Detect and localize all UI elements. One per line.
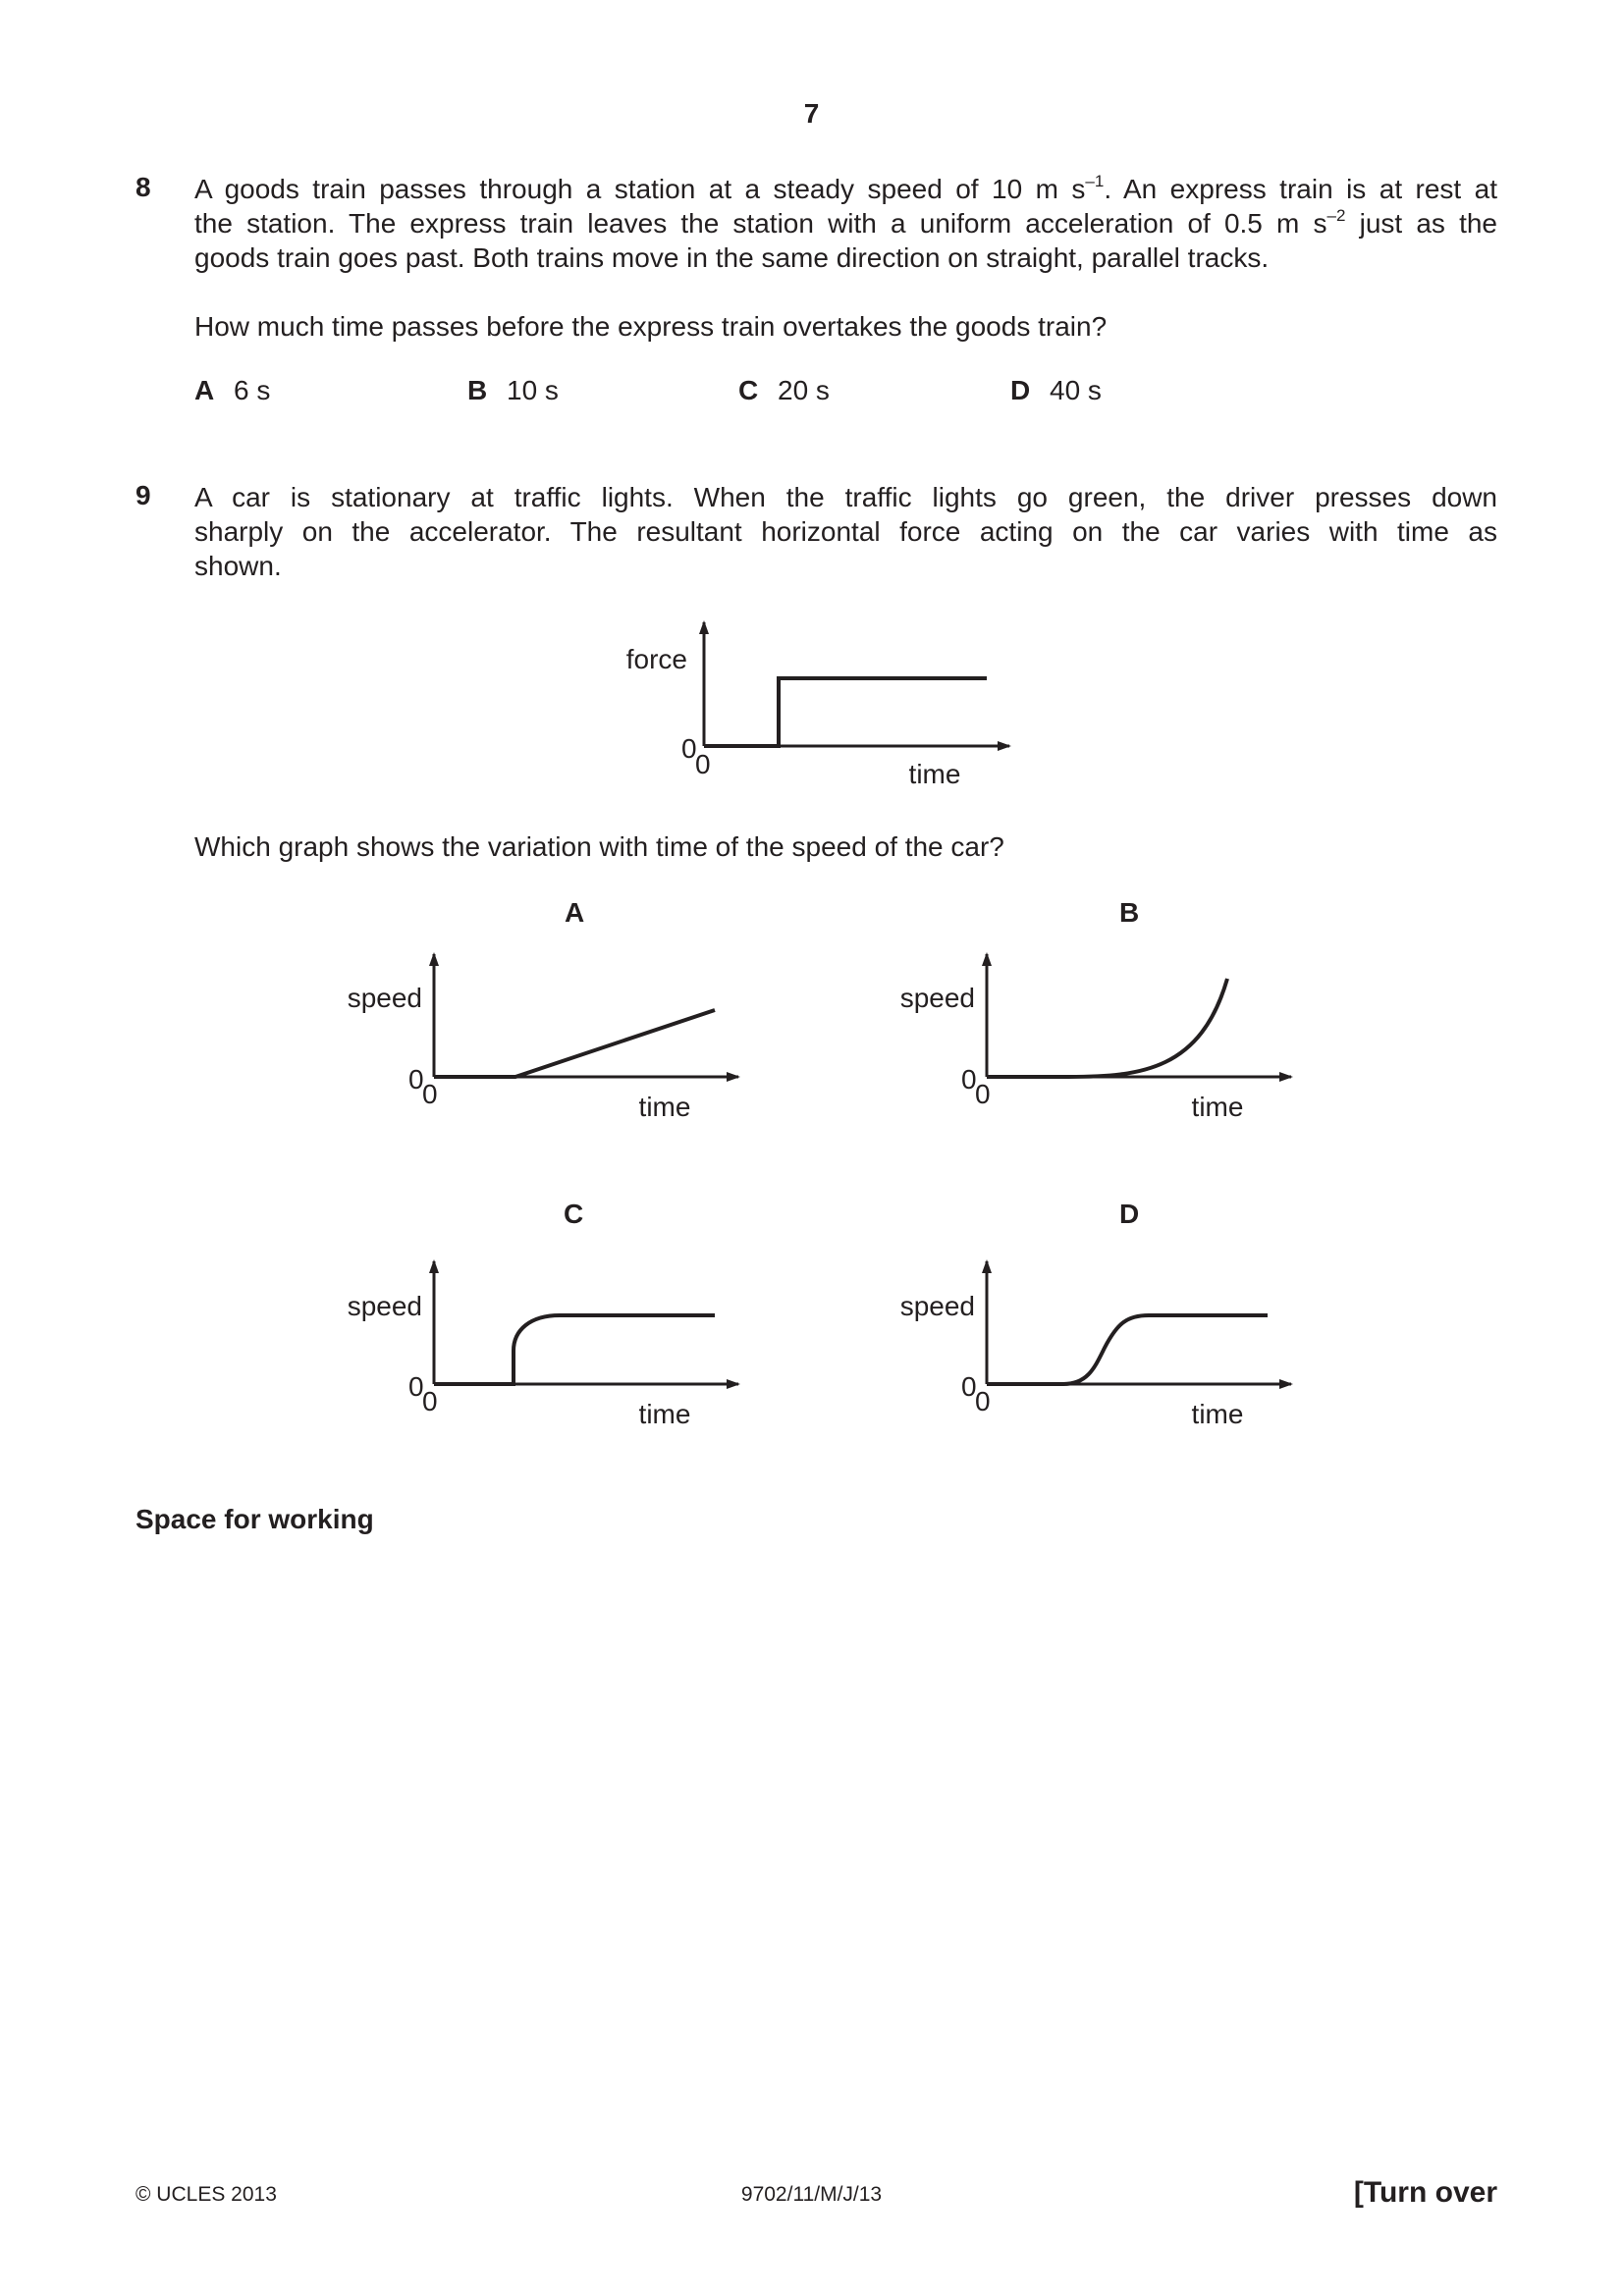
question-9-number: 9 <box>135 480 151 510</box>
graph-d-curve <box>987 1315 1268 1384</box>
footer-copyright: © UCLES 2013 <box>135 2183 277 2206</box>
q8-line-2: the station. The express train leaves the station with a uniform acceleration of 0.5 m $s^{-2}$ just as the <box>194 206 1498 239</box>
graph-b-curve <box>987 979 1227 1077</box>
graph-d-letter: D <box>1119 1199 1140 1229</box>
page-number: 7 <box>803 98 820 129</box>
q8-line-1: A goods train passes through a station at a steady speed of 10 m $s^{-1}$. An express train is at rest at <box>194 172 1498 204</box>
graph-d-x-label: time <box>1191 1399 1244 1429</box>
question-9-text <box>194 480 1497 583</box>
force-time-graph <box>589 609 1021 805</box>
graph-b-x-label: time <box>1191 1092 1244 1122</box>
graph-d <box>877 1250 1309 1446</box>
graph-d-y-label: speed <box>899 1291 975 1321</box>
space-for-working-heading: Space for working <box>135 1504 374 1534</box>
force-x-label: time <box>908 759 961 789</box>
graph-d-origin-y: 0 <box>961 1371 977 1402</box>
force-origin-y: 0 <box>681 733 697 764</box>
footer-paper-code: 9702/11/M/J/13 <box>740 2183 883 2206</box>
graph-c-origin-y: 0 <box>408 1371 424 1402</box>
q9-line-2: sharply on the accelerator. The resultant horizontal force acting on the car varies with time as <box>194 516 1497 547</box>
graph-a-curve <box>434 1010 715 1077</box>
force-y-label: force <box>625 644 687 674</box>
graph-a-letter: A <box>565 897 585 928</box>
graph-c-origin-x: 0 <box>422 1386 438 1416</box>
question-8-prompt: How much time passes before the express train overtakes the goods train? <box>194 311 1108 342</box>
graph-b-origin-x: 0 <box>975 1079 991 1109</box>
graph-c-x-label: time <box>638 1399 691 1429</box>
graph-b-y-label: speed <box>899 983 975 1013</box>
question-8-number: 8 <box>135 172 151 202</box>
graph-d-origin-x: 0 <box>975 1386 991 1416</box>
graph-b <box>877 942 1309 1139</box>
graph-b-letter: B <box>1119 897 1140 928</box>
graph-a <box>324 942 756 1139</box>
q8-option-c: C 20 s <box>738 375 830 405</box>
graph-a-origin-y: 0 <box>408 1064 424 1095</box>
graph-c-y-label: speed <box>347 1291 422 1321</box>
force-origin-x: 0 <box>695 749 711 779</box>
q9-line-3: shown. <box>194 551 282 581</box>
q8-option-b: B 10 s <box>467 375 559 405</box>
q8-option-a: A 6 s <box>194 375 271 405</box>
graph-a-origin-x: 0 <box>422 1079 438 1109</box>
graph-c <box>324 1250 756 1446</box>
graph-c-curve <box>434 1315 715 1384</box>
graph-c-letter: C <box>564 1199 584 1229</box>
q8-line-3: goods train goes past. Both trains move in the same direction on straight, parallel tracks. <box>194 242 1270 273</box>
graph-b-origin-y: 0 <box>961 1064 977 1095</box>
q9-line-1: A car is stationary at traffic lights. When the traffic lights go green, the driver presses down <box>194 482 1497 512</box>
footer-turn-over: [Turn over <box>1353 2176 1497 2209</box>
question-9-prompt: Which graph shows the variation with time of the speed of the car? <box>194 831 1004 862</box>
graph-a-x-label: time <box>638 1092 691 1122</box>
force-step-line <box>704 678 987 746</box>
question-8-text <box>194 172 1497 275</box>
q8-option-d: D 40 s <box>1010 375 1102 405</box>
graph-a-y-label: speed <box>347 983 422 1013</box>
